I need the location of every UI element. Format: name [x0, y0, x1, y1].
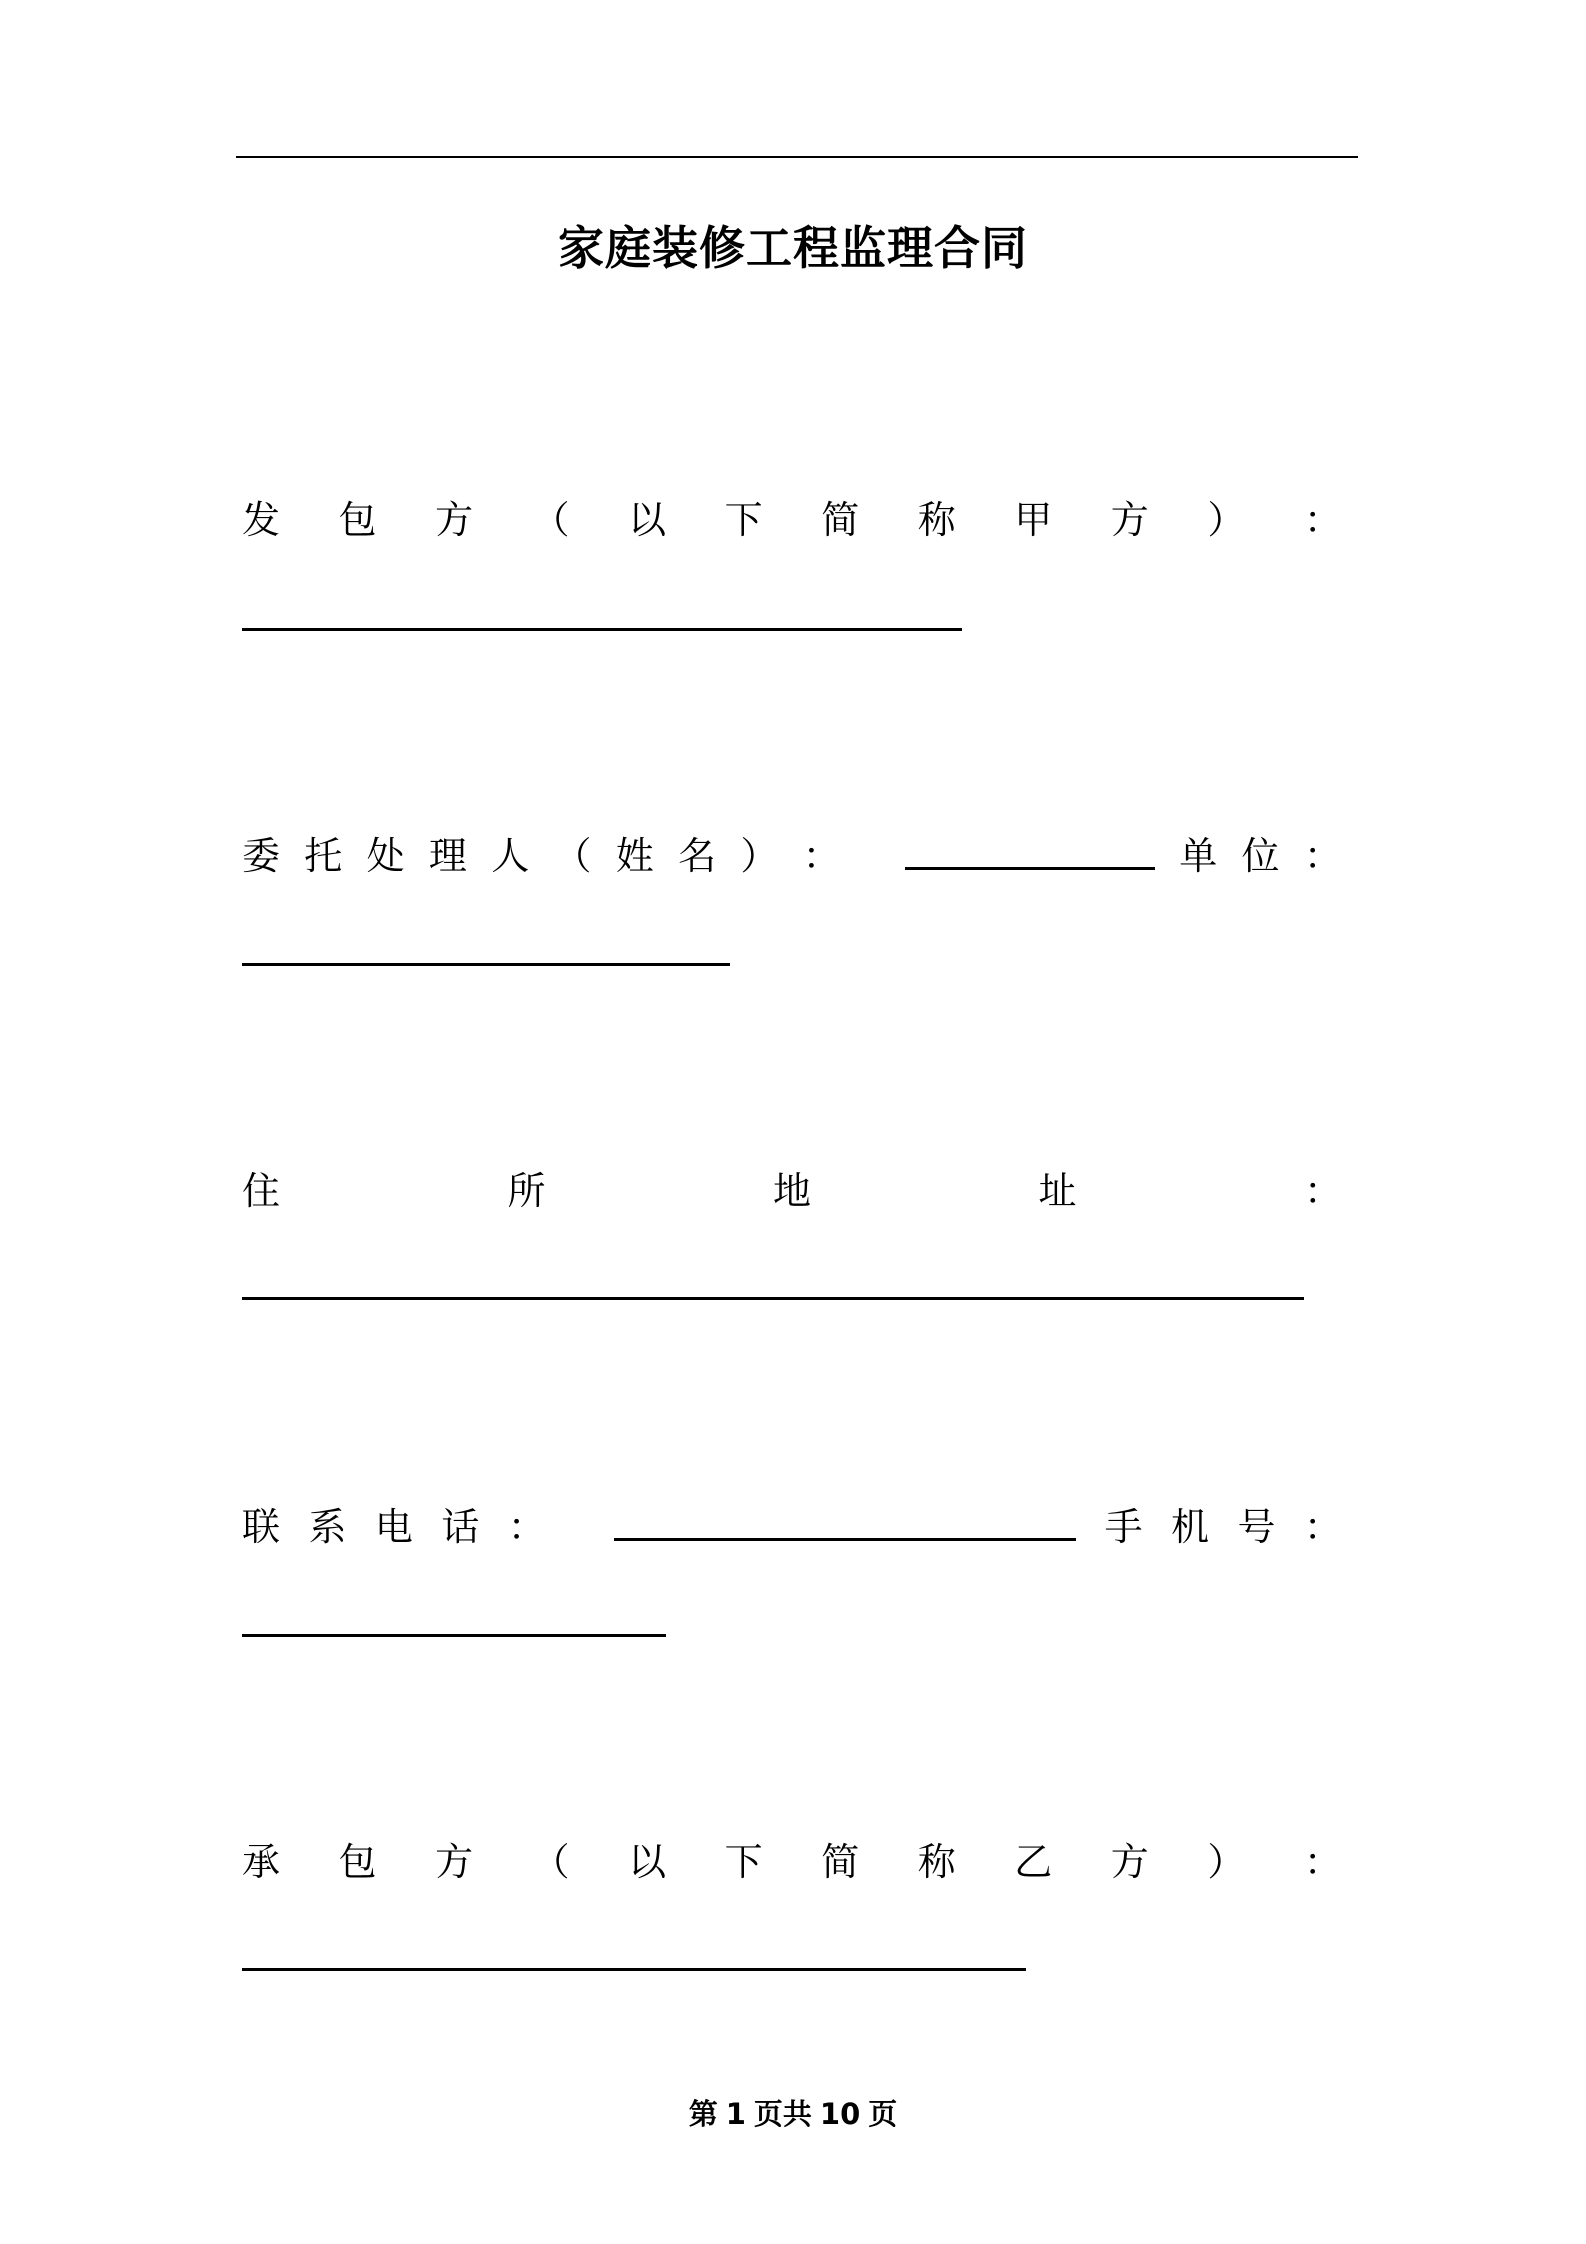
- phone-char: 联: [242, 1505, 281, 1549]
- agent-char: （: [553, 834, 592, 878]
- agent-char: 处: [366, 834, 405, 878]
- contractor-char: （: [531, 1840, 570, 1884]
- address-char: 址: [1038, 1169, 1077, 1213]
- agent-char: ：: [802, 834, 841, 878]
- contractor-char: 包: [338, 1840, 377, 1884]
- phone-char: 话: [441, 1505, 480, 1549]
- employer-char: 简: [821, 498, 860, 542]
- agent-name-blank[interactable]: [905, 867, 1155, 870]
- employer-char: 甲: [1014, 498, 1053, 542]
- agent-char: 托: [304, 834, 343, 878]
- mobile-blank[interactable]: [242, 1634, 666, 1637]
- agent-char: 姓: [615, 834, 654, 878]
- contractor-char: ：: [1303, 1840, 1342, 1884]
- employer-label-row: [242, 490, 1342, 550]
- page-mid: 页共: [753, 2097, 812, 2131]
- employer-char: 方: [435, 498, 474, 542]
- address-label-row: [242, 1161, 1342, 1221]
- page-number: 1: [725, 2097, 746, 2131]
- phone-char: 电: [374, 1505, 413, 1549]
- contractor-char: 下: [724, 1840, 763, 1884]
- employer-char: 下: [724, 498, 763, 542]
- employer-char: 包: [338, 498, 377, 542]
- address-char: 所: [507, 1169, 546, 1213]
- address-char: ：: [1303, 1169, 1342, 1213]
- contractor-char: 方: [1110, 1840, 1149, 1884]
- phone-char: ：: [507, 1505, 546, 1549]
- mobile-char: 手: [1104, 1505, 1143, 1549]
- employer-char: 发: [242, 498, 281, 542]
- employer-char: 方: [1110, 498, 1149, 542]
- contractor-blank[interactable]: [242, 1968, 1026, 1971]
- employer-char: 以: [628, 498, 667, 542]
- contractor-char: 方: [435, 1840, 474, 1884]
- contractor-label-row: [242, 1832, 1342, 1892]
- address-blank[interactable]: [242, 1297, 1304, 1300]
- employer-char: ）: [1207, 498, 1246, 542]
- agent-unit-blank[interactable]: [242, 963, 730, 966]
- phone-char: 系: [308, 1505, 347, 1549]
- agent-char: 名: [678, 834, 717, 878]
- agent-label-row: [242, 826, 1342, 886]
- employer-blank[interactable]: [242, 628, 962, 631]
- page-footer: [0, 2094, 1586, 2134]
- agent-char: 人: [491, 834, 530, 878]
- employer-char: （: [531, 498, 570, 542]
- address-char: 地: [772, 1169, 811, 1213]
- mobile-char: 号: [1237, 1505, 1276, 1549]
- employer-char: 称: [917, 498, 956, 542]
- employer-char: ：: [1303, 498, 1342, 542]
- contractor-char: 以: [628, 1840, 667, 1884]
- phone-label-row: [242, 1497, 1342, 1557]
- address-char: 住: [242, 1169, 281, 1213]
- mobile-char: 机: [1171, 1505, 1210, 1549]
- agent-char: 委: [242, 834, 281, 878]
- contractor-char: ）: [1207, 1840, 1246, 1884]
- agent-char: ）: [740, 834, 779, 878]
- page-total: 10: [819, 2097, 861, 2131]
- contractor-char: 乙: [1014, 1840, 1053, 1884]
- page-prefix: 第: [688, 2097, 718, 2131]
- contractor-char: 承: [242, 1840, 281, 1884]
- unit-char: ：: [1303, 834, 1342, 878]
- unit-char: 单: [1179, 834, 1218, 878]
- page-suffix: 页: [868, 2097, 898, 2131]
- contractor-char: 简: [821, 1840, 860, 1884]
- phone-blank[interactable]: [614, 1538, 1076, 1541]
- document-title: 家庭装修工程监理合同: [558, 221, 1028, 275]
- contractor-char: 称: [917, 1840, 956, 1884]
- unit-char: 位: [1241, 834, 1280, 878]
- header-rule: [236, 156, 1358, 158]
- agent-char: 理: [428, 834, 467, 878]
- mobile-char: ：: [1303, 1505, 1342, 1549]
